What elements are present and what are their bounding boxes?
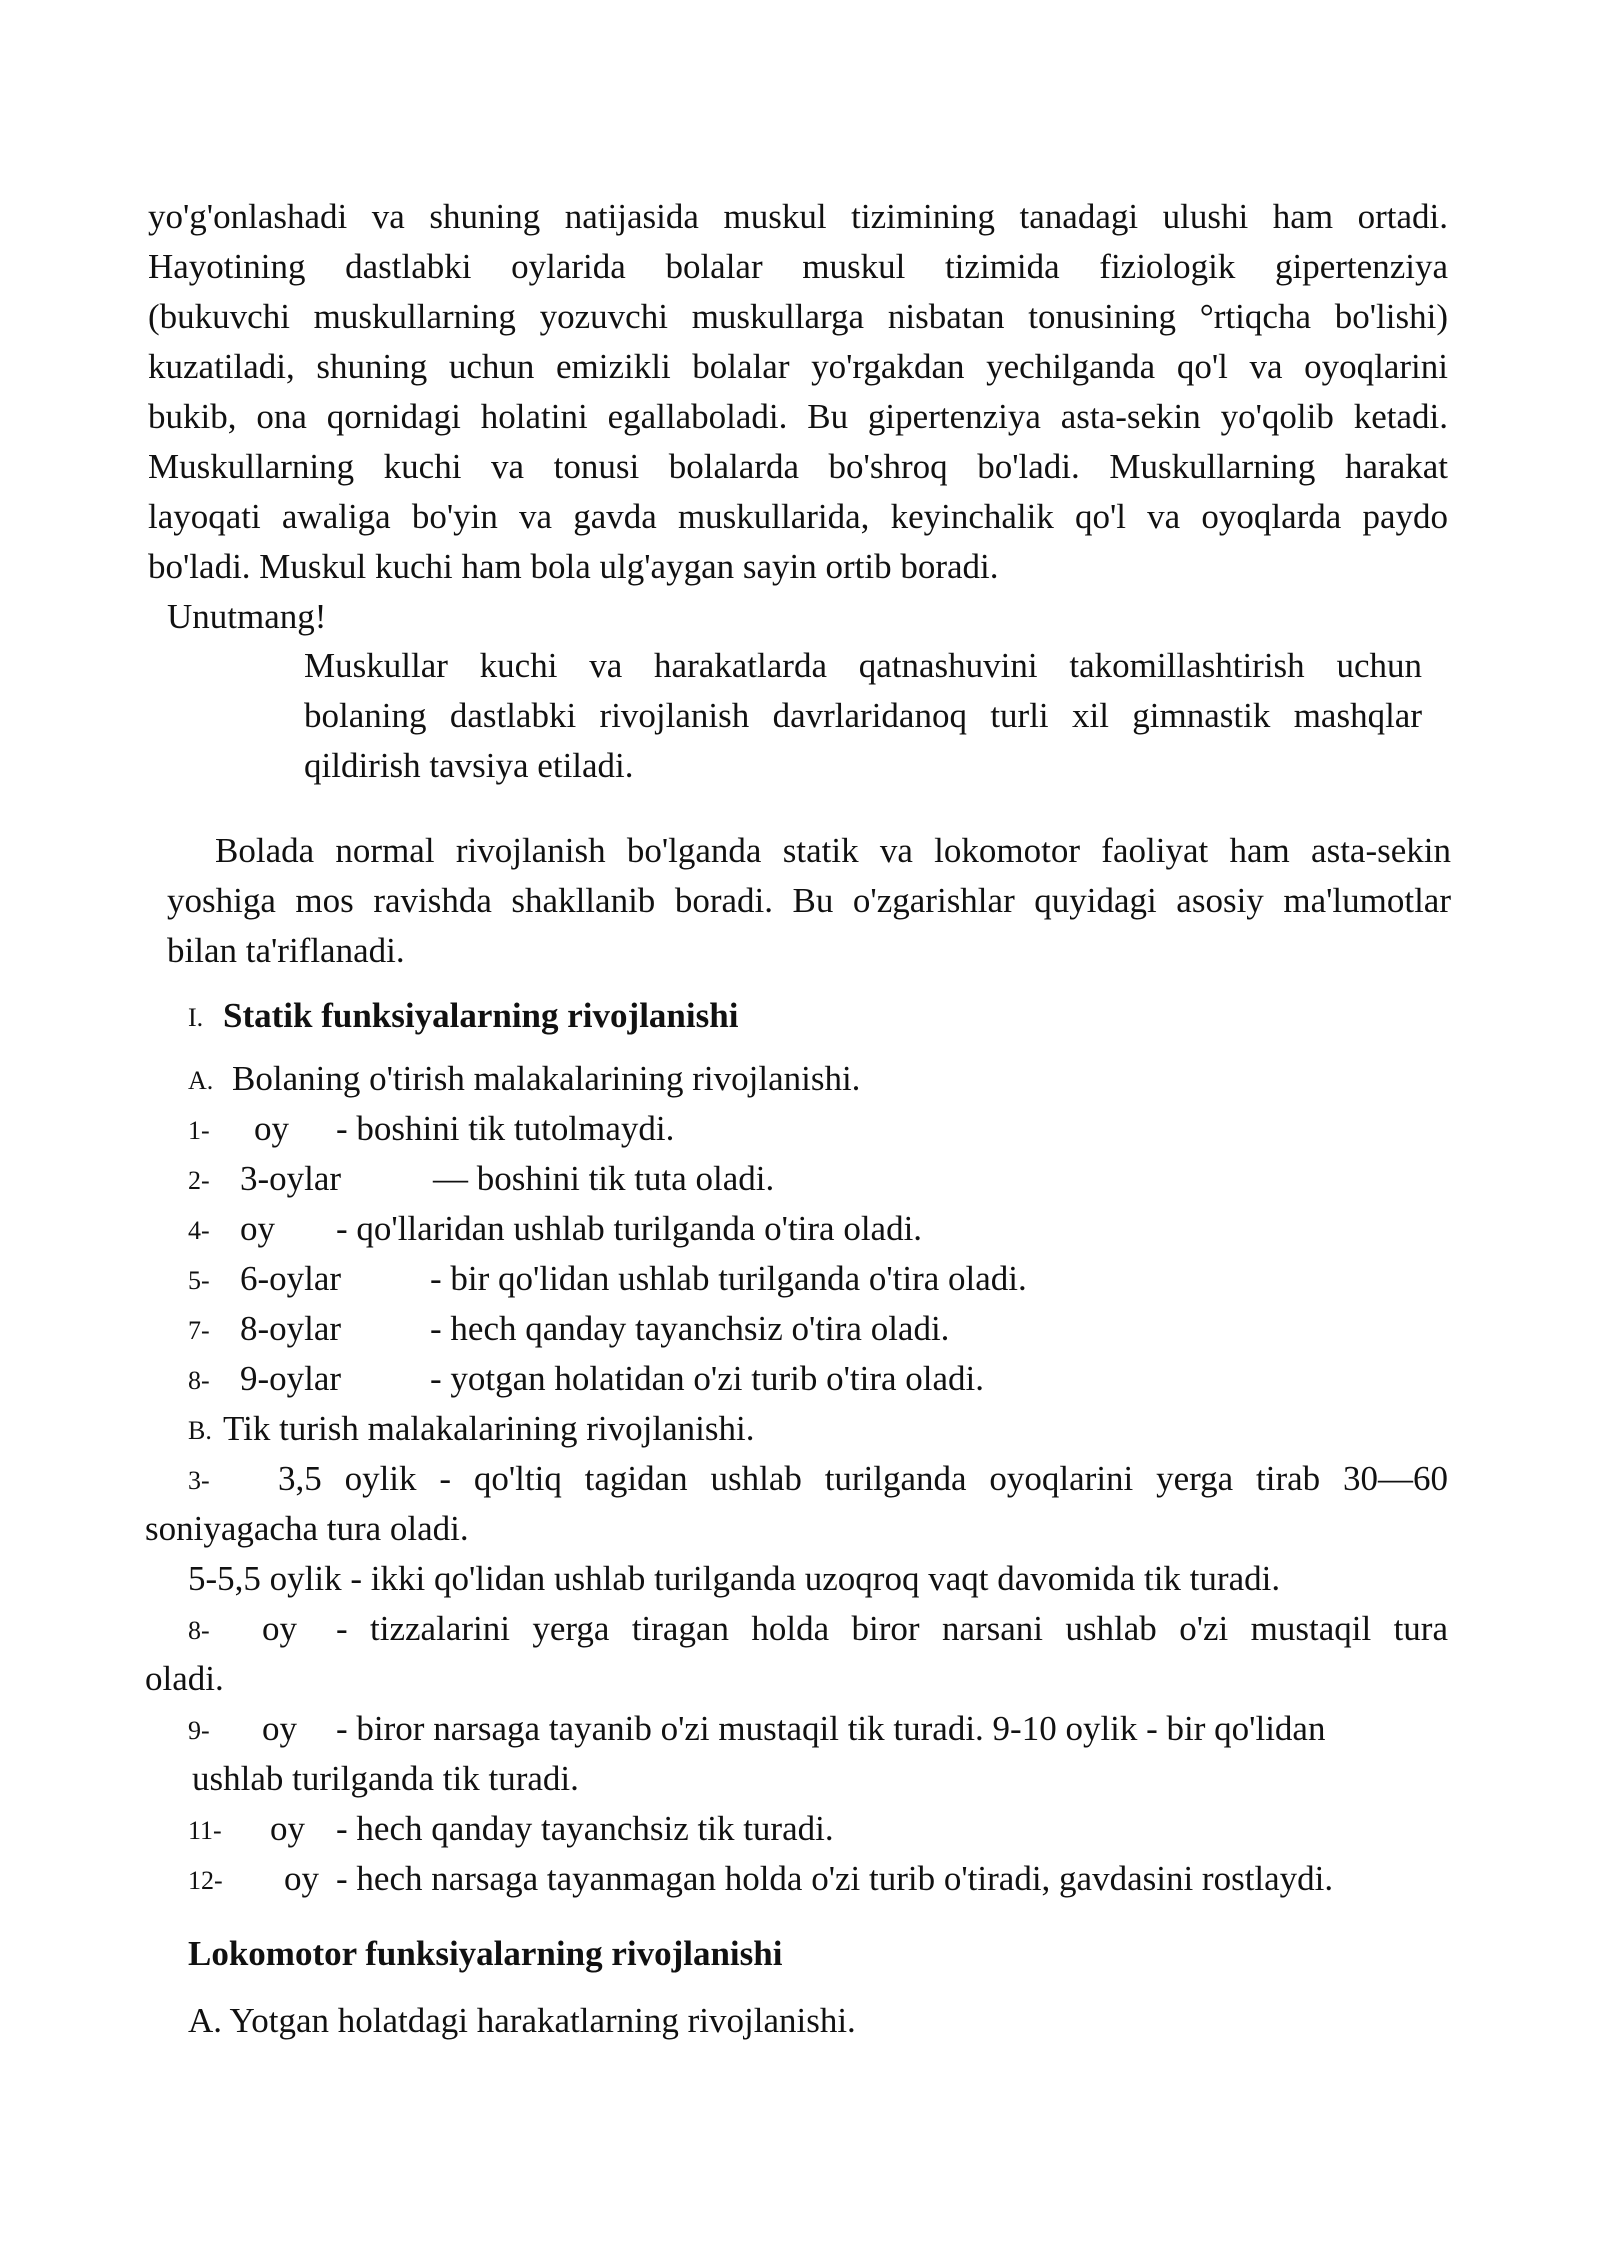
locomotor-sub-a: A. Yotgan holatdagi harakatlarning rivojlanishi. xyxy=(188,2001,856,2040)
sub-title: Bolaning o'tirish malakalarining rivojlanishi. xyxy=(232,1059,861,1098)
item-age: oy xyxy=(254,1109,289,1148)
item-text-continued: ushlab turilganda tik turadi. xyxy=(192,1759,579,1798)
section-locomotor-heading: Lokomotor funksiyalarning rivojlanishi xyxy=(188,1934,783,1973)
item-age: 8-oylar xyxy=(240,1309,342,1348)
reminder-title: Unutmang! xyxy=(167,597,327,636)
item-text: - yotgan holatidan o'zi turib o'tira oladi. xyxy=(430,1359,985,1398)
intro-line: bo'ladi. Muskul kuchi ham bola ulg'aygan sayin ortib boradi. xyxy=(148,547,999,586)
intro-line: yo'g'onlashadi va shuning natijasida muskul tizimining tanadagi ulushi ham ortadi. xyxy=(148,197,1448,236)
item-text: - hech qanday tayanchsiz o'tira oladi. xyxy=(430,1309,950,1348)
item-number: 9- xyxy=(188,1716,210,1745)
section-marker: I. xyxy=(188,1003,204,1032)
item-number: 8- xyxy=(188,1366,210,1395)
item-text: — boshini tik tuta oladi. xyxy=(433,1159,775,1198)
item-number: 4- xyxy=(188,1216,210,1245)
reminder-line: qildirish tavsiya etiladi. xyxy=(304,746,634,785)
item-number: 7- xyxy=(188,1316,210,1345)
intro-line: Muskullarning kuchi va tonusi bolalarda bo'shroq bo'ladi. Muskullarning harakat xyxy=(148,447,1448,486)
item-text: - hech narsaga tayanmagan holda o'zi turib o'tiradi, gavdasini rostlaydi. xyxy=(336,1859,1334,1898)
item-number: 1- xyxy=(188,1116,210,1145)
item-age: oy xyxy=(270,1809,305,1848)
item-age: oy xyxy=(262,1609,297,1648)
intro-line: kuzatiladi, shuning uchun emizikli bolalar yo'rgakdan yechilganda qo'l va oyoqlarini xyxy=(148,347,1448,386)
reminder-line: Muskullar kuchi va harakatlarda qatnashuvini takomillashtirish uchun xyxy=(304,646,1422,685)
item-number: 8- xyxy=(188,1616,210,1645)
normal-line: yoshiga mos ravishda shakllanib boradi. Bu o'zgarishlar quyidagi asosiy ma'lumotlar xyxy=(167,881,1451,920)
item-number: 12- xyxy=(188,1866,223,1895)
sub-title: Tik turish malakalarining rivojlanishi. xyxy=(223,1409,755,1448)
item-text-continued: oladi. xyxy=(145,1659,224,1698)
sub-marker: B. xyxy=(188,1416,212,1445)
intro-line: (bukuvchi muskullarning yozuvchi muskullarga nisbatan tonusining °rtiqcha bo'lishi) xyxy=(148,297,1448,336)
item-age: oy xyxy=(240,1209,275,1248)
item-age: oy xyxy=(284,1859,319,1898)
item-number: 5- xyxy=(188,1266,210,1295)
item-text: - bir qo'lidan ushlab turilganda o'tira oladi. xyxy=(430,1259,1027,1298)
reminder-line: bolaning dastlabki rivojlanish davrlaridanoq turli xil gimnastik mashqlar xyxy=(304,696,1422,735)
list-item: 5-5,5 oylik - ikki qo'lidan ushlab turilganda uzoqroq vaqt davomida tik turadi. xyxy=(188,1559,1281,1598)
item-age: 3-oylar xyxy=(240,1159,342,1198)
item-number: 2- xyxy=(188,1166,210,1195)
intro-line: bukib, ona qornidagi holatini egallaboladi. Bu gipertenziya asta-sekin yo'qolib ketadi. xyxy=(148,397,1448,436)
item-number: 3- xyxy=(188,1466,210,1495)
item-text: - hech qanday tayanchsiz tik turadi. xyxy=(336,1809,834,1848)
item-age: 9-oylar xyxy=(240,1359,342,1398)
item-age: oy xyxy=(262,1709,297,1748)
normal-line: bilan ta'riflanadi. xyxy=(167,931,405,970)
item-age: 6-oylar xyxy=(240,1259,342,1298)
item-text: 3,5 oylik - qo'ltiq tagidan ushlab turilganda oyoqlarini yerga tirab 30—60 xyxy=(278,1459,1448,1498)
item-number: 11- xyxy=(188,1816,222,1845)
normal-line: Bolada normal rivojlanish bo'lganda statik va lokomotor faoliyat ham asta-sekin xyxy=(215,831,1451,870)
item-text: - boshini tik tutolmaydi. xyxy=(336,1109,675,1148)
sub-marker: A. xyxy=(188,1066,214,1095)
item-text: - tizzalarini yerga tiragan holda biror narsani ushlab o'zi mustaqil tura xyxy=(336,1609,1448,1648)
item-text: - biror narsaga tayanib o'zi mustaqil tik turadi. 9-10 oylik - bir qo'lidan xyxy=(336,1709,1326,1748)
intro-line: Hayotining dastlabki oylarida bolalar muskul tizimida fiziologik gipertenziya xyxy=(148,247,1448,286)
section-title: Statik funksiyalarning rivojlanishi xyxy=(223,996,739,1035)
item-text-continued: soniyagacha tura oladi. xyxy=(145,1509,469,1548)
item-text: - qo'llaridan ushlab turilganda o'tira oladi. xyxy=(336,1209,923,1248)
intro-line: layoqati awaliga bo'yin va gavda muskullarida, keyinchalik qo'l va oyoqlarda paydo xyxy=(148,497,1448,536)
